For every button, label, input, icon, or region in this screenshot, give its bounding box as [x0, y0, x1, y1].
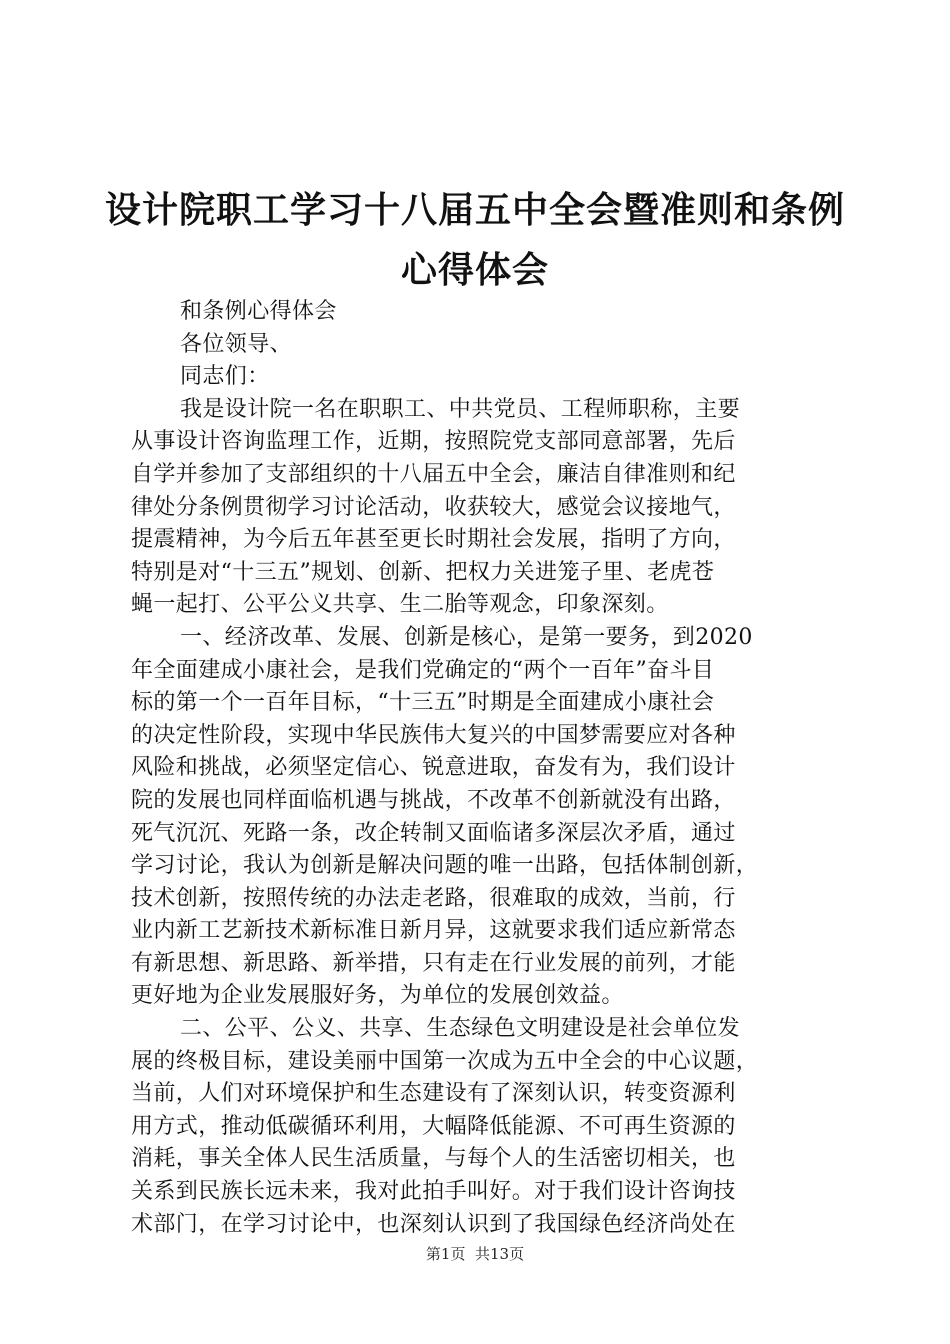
page-number-label: 第1页 共13页 — [425, 1245, 525, 1263]
body-line: 更好地为企业发展服好务，为单位的发展创效益。 — [131, 983, 624, 1009]
body-line: 标的第一个一百年目标，“十三五”时期是全面建成小康社会 — [131, 690, 715, 716]
body-line: 和条例心得体会 — [180, 299, 337, 324]
body-line: 同志们： — [180, 364, 270, 390]
body-line: 学习讨论，我认为创新是解决问题的唯一出路，包括体制创新， — [131, 853, 759, 879]
body-line: 技术创新，按照传统的办法走老路，很难取的成效，当前，行 — [131, 885, 736, 911]
body-line: 业内新工艺新技术新标准日新月异，这就要求我们适应新常态 — [131, 918, 736, 944]
body-line: 二、公平、公义、共享、生态绿色文明建设是社会单位发 — [180, 1016, 741, 1042]
body-line: 消耗，事关全体人民生活质量，与每个人的生活密切相关，也 — [131, 1146, 736, 1172]
body-line: 我是设计院一名在职职工、中共党员、工程师职称，主要 — [180, 396, 741, 422]
body-line: 提震精神，为今后五年甚至更长时期社会发展，指明了方向， — [131, 527, 736, 553]
body-line: 律处分条例贯彻学习讨论活动，收获较大，感觉会议接地气， — [131, 494, 736, 520]
body-line: 自学并参加了支部组织的十八届五中全会，廉洁自律准则和纪 — [131, 461, 736, 487]
body-line: 死气沉沉、死路一条，改企转制又面临诸多深层次矛盾，通过 — [131, 820, 736, 846]
body-line: 风险和挑战，必须坚定信心、锐意进取，奋发有为，我们设计 — [131, 755, 736, 781]
body-line: 蝇一起打、公平公义共享、生二胎等观念，印象深刻。 — [131, 592, 669, 618]
body-line: 当前，人们对环境保护和生态建设有了深刻认识，转变资源利 — [131, 1081, 736, 1107]
body-line: 院的发展也同样面临机遇与挑战，不改革不创新就没有出路， — [131, 787, 736, 813]
page-footer — [0, 1244, 950, 1264]
body-line: 用方式，推动低碳循环利用，大幅降低能源、不可再生资源的 — [131, 1113, 736, 1139]
body-line: 关系到民族长远未来，我对此拍手叫好。对于我们设计咨询技 — [131, 1179, 736, 1205]
body-line: 特别是对“十三五”规划、创新、把权力关进笼子里、老虎苍 — [131, 559, 715, 585]
document-body — [131, 296, 831, 1241]
body-line: 的决定性阶段，实现中华民族伟大复兴的中国梦需要应对各种 — [131, 722, 736, 748]
body-line: 各位领导、 — [180, 331, 293, 357]
body-line: 年全面建成小康社会，是我们党确定的“两个一百年”奋斗目 — [131, 657, 715, 683]
document-title-line-1: 设计院职工学习十八届五中全会暨准则和条例 — [104, 189, 845, 231]
body-line: 从事设计咨询监理工作，近期，按照院党支部同意部署，先后 — [131, 429, 736, 455]
body-line: 有新思想、新思路、新举措，只有走在行业发展的前列，才能 — [131, 950, 736, 976]
body-line: 一、经济改革、发展、创新是核心，是第一要务，到2020 — [180, 624, 753, 650]
document-title-line-2: 心得体会 — [400, 249, 549, 291]
body-line: 术部门，在学习讨论中，也深刻认识到了我国绿色经济尚处在 — [131, 1211, 736, 1237]
body-line: 展的终极目标，建设美丽中国第一次成为五中全会的中心议题， — [131, 1048, 759, 1074]
